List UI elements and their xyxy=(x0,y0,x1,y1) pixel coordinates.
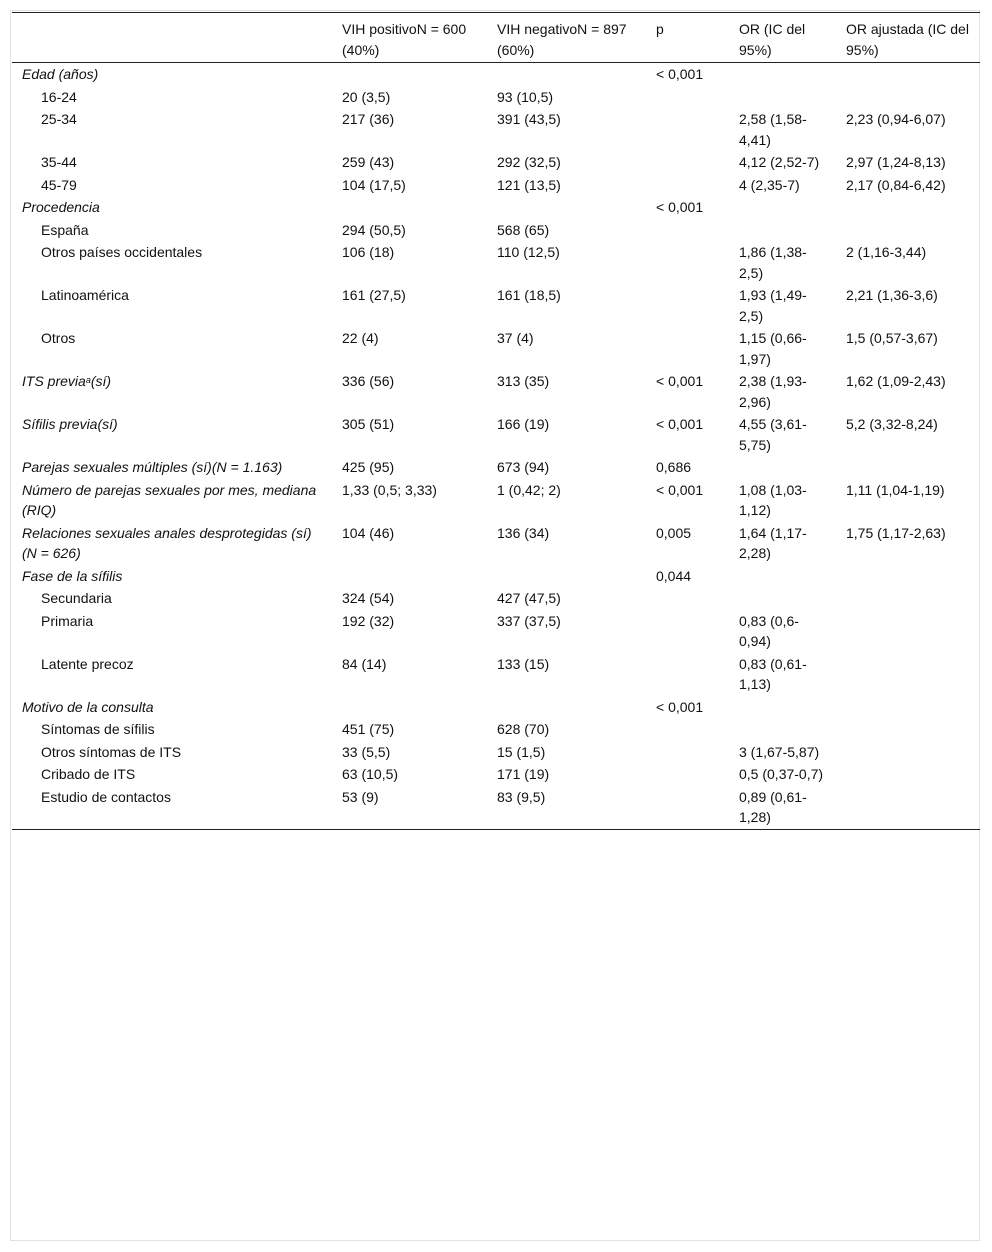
cell-or xyxy=(729,456,836,479)
cell-or-ajustada: 2,17 (0,84-6,42) xyxy=(846,176,946,193)
cell-vih-positivo: 63 (10,5) xyxy=(342,766,399,782)
header-vih-positivo: VIH positivoN = 600 (40%) xyxy=(342,21,467,58)
cell-or-ajustada: 2,23 (0,94-6,07) xyxy=(846,111,946,127)
header-vih-negativo: VIH negativoN = 897 (60%) xyxy=(497,21,627,58)
cell-or-ajustada xyxy=(836,86,980,109)
cell-p xyxy=(646,174,729,197)
cell-or: 3 (1,67-5,87) xyxy=(739,743,820,760)
cell-or xyxy=(729,86,836,109)
cell-p xyxy=(646,741,729,764)
cell-or-ajustada: 2 (1,16-3,44) xyxy=(846,244,927,260)
header-or: OR (IC del 95%) xyxy=(739,21,806,58)
cell-or-ajustada xyxy=(836,196,980,219)
cell-vih-negativo: 292 (32,5) xyxy=(497,154,561,170)
row-label: Latente precoz xyxy=(41,655,134,672)
cell-or xyxy=(729,587,836,610)
cell-or: 4,55 (3,61-5,75) xyxy=(739,416,807,453)
cell-p xyxy=(646,587,729,610)
cell-vih-positivo: 161 (27,5) xyxy=(342,287,406,303)
cell-p xyxy=(646,241,729,284)
cell-or xyxy=(729,718,836,741)
cell-vih-positivo: 20 (3,5) xyxy=(342,88,391,105)
table-row xyxy=(12,370,980,413)
cell-or-ajustada: 1,62 (1,09-2,43) xyxy=(846,373,946,389)
cell-vih-positivo: 84 (14) xyxy=(342,655,387,672)
cell-or-ajustada xyxy=(836,653,980,696)
data-table xyxy=(12,12,980,830)
cell-vih-negativo: 136 (34) xyxy=(497,524,550,541)
cell-or-ajustada xyxy=(836,219,980,242)
cell-vih-positivo xyxy=(332,196,487,219)
cell-p: < 0,001 xyxy=(656,66,704,82)
cell-vih-positivo: 425 (95) xyxy=(342,459,395,475)
cell-or: 1,93 (1,49-2,5) xyxy=(739,287,807,324)
cell-or-ajustada xyxy=(836,456,980,479)
row-label: 35-44 xyxy=(41,154,77,170)
row-label: Edad (años) xyxy=(22,66,99,82)
cell-vih-positivo: 324 (54) xyxy=(342,590,395,606)
row-label: Relaciones sexuales anales desprotegidas (sí)(N = 626) xyxy=(22,524,312,561)
cell-vih-negativo: 15 (1,5) xyxy=(497,743,546,760)
cell-vih-positivo: 104 (17,5) xyxy=(342,176,406,193)
cell-vih-negativo xyxy=(487,696,646,719)
table-row xyxy=(12,565,980,588)
cell-vih-negativo: 133 (15) xyxy=(497,655,550,672)
cell-vih-positivo: 1,33 (0,5; 3,33) xyxy=(342,481,437,498)
table-row xyxy=(12,479,980,522)
cell-vih-negativo: 337 (37,5) xyxy=(497,612,561,629)
cell-vih-positivo xyxy=(332,696,487,719)
cell-vih-negativo: 83 (9,5) xyxy=(497,788,546,805)
cell-p xyxy=(646,653,729,696)
cell-vih-negativo: 313 (35) xyxy=(497,373,550,389)
cell-vih-negativo: 427 (47,5) xyxy=(497,590,561,606)
cell-vih-positivo xyxy=(332,63,487,86)
footnote-marker: a xyxy=(85,375,91,385)
cell-or-ajustada: 5,2 (3,32-8,24) xyxy=(846,416,938,432)
table-row xyxy=(12,151,980,174)
cell-or-ajustada: 2,21 (1,36-3,6) xyxy=(846,287,938,303)
row-label: 45-79 xyxy=(41,176,77,193)
cell-or-ajustada: 2,97 (1,24-8,13) xyxy=(846,154,946,170)
table-row xyxy=(12,696,980,719)
cell-or: 0,5 (0,37-0,7) xyxy=(739,766,824,782)
cell-p xyxy=(646,284,729,327)
cell-p xyxy=(646,763,729,786)
cell-or-ajustada xyxy=(836,741,980,764)
row-label-suffix: (sí) xyxy=(90,373,112,389)
cell-vih-negativo xyxy=(487,565,646,588)
table-row xyxy=(12,522,980,565)
table-row xyxy=(12,196,980,219)
row-label: Secundaria xyxy=(41,590,112,606)
cell-vih-negativo: 166 (19) xyxy=(497,416,550,432)
row-label: Fase de la sífilis xyxy=(22,567,123,584)
cell-p xyxy=(646,219,729,242)
table-row xyxy=(12,786,980,830)
cell-vih-positivo: 106 (18) xyxy=(342,244,395,260)
cell-or: 1,86 (1,38-2,5) xyxy=(739,244,807,281)
row-label: Síntomas de sífilis xyxy=(41,721,155,737)
cell-vih-positivo xyxy=(332,565,487,588)
cell-vih-negativo: 1 (0,42; 2) xyxy=(497,481,561,498)
row-label: Procedencia xyxy=(22,199,100,215)
cell-vih-positivo: 192 (32) xyxy=(342,612,395,629)
cell-vih-positivo: 336 (56) xyxy=(342,373,395,389)
cell-or: 1,15 (0,66-1,97) xyxy=(739,330,807,367)
cell-or-ajustada: 1,11 (1,04-1,19) xyxy=(846,481,945,498)
cell-or xyxy=(729,696,836,719)
cell-p: < 0,001 xyxy=(656,199,704,215)
cell-vih-negativo xyxy=(487,196,646,219)
cell-p: < 0,001 xyxy=(656,373,704,389)
cell-or xyxy=(729,63,836,86)
table-row xyxy=(12,718,980,741)
table-body xyxy=(12,63,980,830)
header-or-ajustada: OR ajustada (IC del 95%) xyxy=(846,21,969,58)
header-row xyxy=(12,13,980,63)
cell-or: 1,08 (1,03-1,12) xyxy=(739,481,807,518)
row-label: Otros síntomas de ITS xyxy=(41,743,182,760)
cell-p: 0,044 xyxy=(656,567,692,584)
cell-p: < 0,001 xyxy=(656,698,704,715)
cell-or-ajustada xyxy=(836,696,980,719)
header-p: p xyxy=(656,21,664,37)
cell-or: 4,12 (2,52-7) xyxy=(739,154,820,170)
cell-vih-positivo: 22 (4) xyxy=(342,330,379,346)
table-row xyxy=(12,327,980,370)
cell-or-ajustada xyxy=(836,718,980,741)
row-label: Otros países occidentales xyxy=(41,244,203,260)
row-label: Cribado de ITS xyxy=(41,766,136,782)
cell-or: 0,89 (0,61-1,28) xyxy=(739,788,807,825)
cell-or: 1,64 (1,17-2,28) xyxy=(739,524,807,561)
row-label: Latinoamérica xyxy=(41,287,129,303)
row-label: España xyxy=(41,221,89,238)
cell-vih-negativo xyxy=(487,63,646,86)
cell-or-ajustada xyxy=(836,565,980,588)
cell-or-ajustada: 1,5 (0,57-3,67) xyxy=(846,330,938,346)
table-row xyxy=(12,241,980,284)
cell-or-ajustada: 1,75 (1,17-2,63) xyxy=(846,524,946,541)
cell-vih-positivo: 451 (75) xyxy=(342,721,395,737)
cell-or: 4 (2,35-7) xyxy=(739,176,800,193)
cell-p xyxy=(646,718,729,741)
cell-vih-negativo: 161 (18,5) xyxy=(497,287,561,303)
cell-or: 2,58 (1,58-4,41) xyxy=(739,111,807,148)
table-row xyxy=(12,413,980,456)
table-row xyxy=(12,284,980,327)
cell-p xyxy=(646,610,729,653)
cell-or: 2,38 (1,93-2,96) xyxy=(739,373,807,410)
row-label: Primaria xyxy=(41,612,94,629)
row-label: Estudio de contactos xyxy=(41,788,171,805)
cell-vih-negativo: 171 (19) xyxy=(497,766,550,782)
table-row xyxy=(12,174,980,197)
row-label-text: ITS previa xyxy=(22,373,86,389)
row-label xyxy=(12,370,332,413)
table-row xyxy=(12,741,980,764)
cell-or xyxy=(729,219,836,242)
table-row xyxy=(12,86,980,109)
row-label: Motivo de la consulta xyxy=(22,698,154,715)
row-label: 16-24 xyxy=(41,88,77,105)
row-label: Número de parejas sexuales por mes, mediana (RIQ) xyxy=(22,481,317,518)
cell-p xyxy=(646,786,729,830)
cell-vih-negativo: 37 (4) xyxy=(497,330,534,346)
cell-vih-positivo: 259 (43) xyxy=(342,154,395,170)
cell-vih-positivo: 305 (51) xyxy=(342,416,395,432)
cell-or-ajustada xyxy=(836,587,980,610)
row-label: Parejas sexuales múltiples (sí)(N = 1.163) xyxy=(22,459,283,475)
cell-vih-negativo: 93 (10,5) xyxy=(497,88,554,105)
header-label xyxy=(12,13,332,63)
cell-or xyxy=(729,196,836,219)
cell-vih-positivo: 53 (9) xyxy=(342,788,379,805)
table-row xyxy=(12,456,980,479)
table-row xyxy=(12,763,980,786)
cell-or: 0,83 (0,61-1,13) xyxy=(739,655,807,692)
cell-vih-positivo: 104 (46) xyxy=(342,524,395,541)
table-row xyxy=(12,108,980,151)
cell-or-ajustada xyxy=(836,763,980,786)
cell-p xyxy=(646,151,729,174)
table-row xyxy=(12,587,980,610)
cell-p xyxy=(646,86,729,109)
cell-p xyxy=(646,108,729,151)
cell-p: 0,686 xyxy=(656,459,692,475)
cell-or-ajustada xyxy=(836,786,980,830)
cell-vih-negativo: 121 (13,5) xyxy=(497,176,561,193)
cell-p: < 0,001 xyxy=(656,481,704,498)
cell-p xyxy=(646,327,729,370)
cell-vih-positivo: 294 (50,5) xyxy=(342,221,406,238)
table-row xyxy=(12,653,980,696)
cell-vih-positivo: 217 (36) xyxy=(342,111,395,127)
cell-vih-positivo: 33 (5,5) xyxy=(342,743,391,760)
table-row xyxy=(12,610,980,653)
row-label: 25-34 xyxy=(41,111,77,127)
cell-p: < 0,001 xyxy=(656,416,704,432)
table-row xyxy=(12,219,980,242)
cell-p: 0,005 xyxy=(656,524,692,541)
cell-or: 0,83 (0,6-0,94) xyxy=(739,612,799,649)
cell-vih-negativo: 391 (43,5) xyxy=(497,111,561,127)
cell-vih-negativo: 568 (65) xyxy=(497,221,550,238)
row-label: Sífilis previa(sí) xyxy=(22,416,118,432)
table-row xyxy=(12,63,980,86)
row-label: Otros xyxy=(41,330,76,346)
cell-vih-negativo: 673 (94) xyxy=(497,459,550,475)
cell-or-ajustada xyxy=(836,610,980,653)
cell-vih-negativo: 628 (70) xyxy=(497,721,550,737)
cell-vih-negativo: 110 (12,5) xyxy=(497,244,560,260)
cell-or-ajustada xyxy=(836,63,980,86)
cell-or xyxy=(729,565,836,588)
